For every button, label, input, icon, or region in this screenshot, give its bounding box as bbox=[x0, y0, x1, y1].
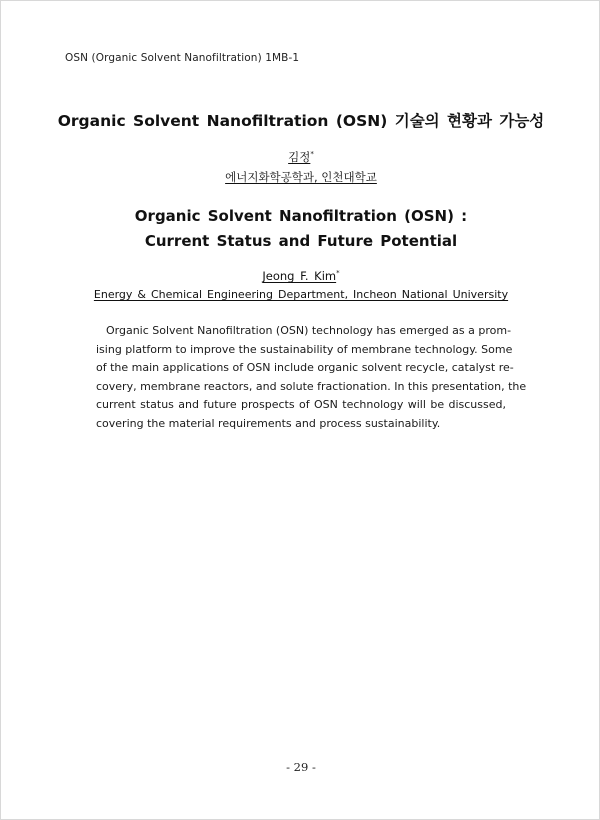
english-title bbox=[1, 204, 600, 254]
english-title-line-1: Organic Solvent Nanofiltration (OSN) : bbox=[134, 207, 468, 225]
abstract-line: Organic Solvent Nanofiltration (OSN) technology has emerged as a prom- bbox=[106, 324, 512, 337]
korean-title: Organic Solvent Nanofiltration (OSN) 기술의 현황과 가능성 bbox=[57, 112, 545, 130]
korean-affiliation-text: 에너지화학공학과, 인천대학교 bbox=[225, 170, 377, 184]
english-affiliation-text: Energy & Chemical Engineering Department, Incheon National University bbox=[93, 288, 509, 301]
abstract-line: current status and future prospects of OSN technology will be discussed, bbox=[96, 398, 506, 411]
corresponding-author-mark: * bbox=[310, 150, 314, 159]
abstract-line: of the main applications of OSN include organic solvent recycle, catalyst re- bbox=[96, 361, 514, 374]
english-author-line bbox=[1, 269, 600, 283]
korean-author-name: 김정 bbox=[288, 150, 311, 164]
english-title-line-2: Current Status and Future Potential bbox=[144, 232, 458, 250]
abstract bbox=[96, 322, 527, 433]
english-author-name: Jeong F. Kim bbox=[262, 269, 337, 283]
abstract-line: covery, membrane reactors, and solute fractionation. In this presentation, the bbox=[96, 379, 527, 393]
korean-author-line bbox=[1, 149, 600, 165]
korean-affiliation bbox=[1, 169, 600, 185]
running-header: OSN (Organic Solvent Nanofiltration) 1MB-1 bbox=[65, 52, 300, 64]
english-corresponding-author-mark: * bbox=[336, 269, 340, 278]
english-affiliation bbox=[1, 288, 600, 301]
page-number: - 29 - bbox=[286, 760, 316, 774]
abstract-line: covering the material requirements and process sustainability. bbox=[96, 416, 441, 430]
abstract-line: ising platform to improve the sustainability of membrane technology. Some bbox=[96, 342, 513, 356]
